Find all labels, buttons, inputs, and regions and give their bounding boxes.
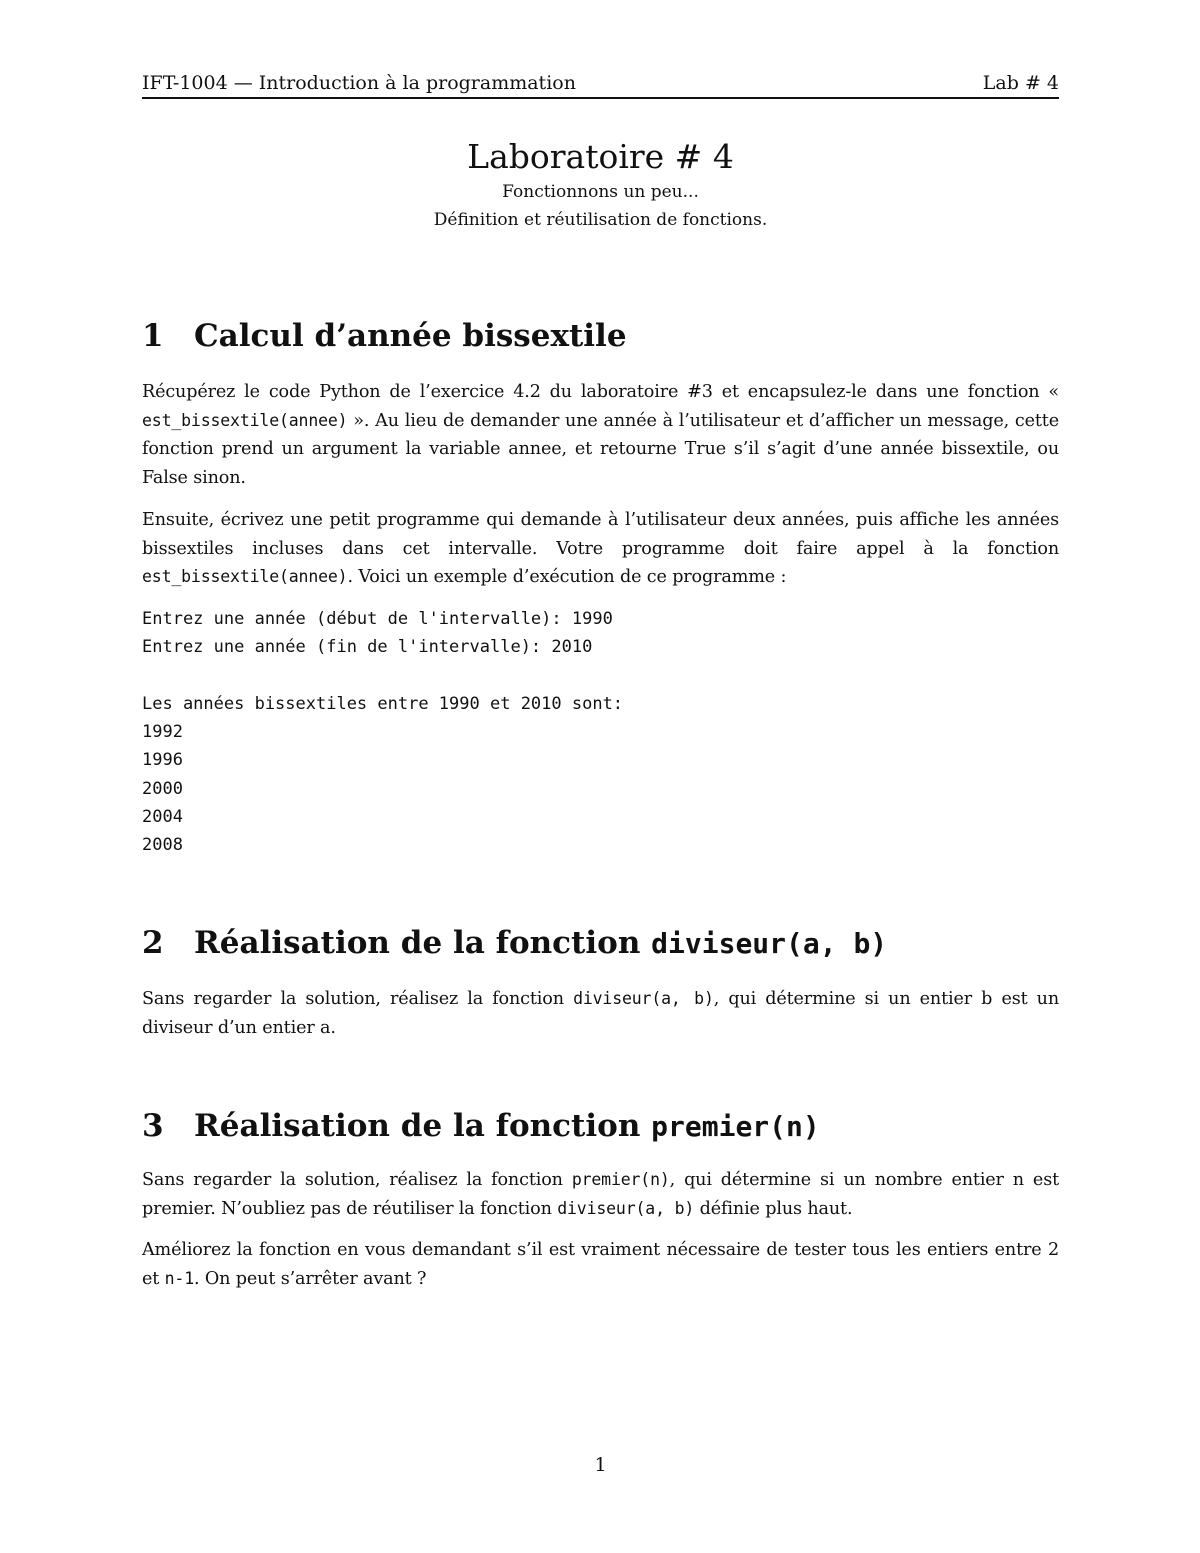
section-title: Calcul d’année bissextile	[194, 318, 627, 354]
section-title: Réalisation de la fonction	[194, 1108, 641, 1144]
paragraph-text: Ensuite, écrivez une petit programme qui demande à l’utilisateur deux années, puis affiche les années bissextiles incluses dans cet intervalle. Votre programme doit faire appel à la fonction	[142, 510, 1059, 559]
paragraph-text: Améliorez la fonction en vous demandant s’il est vraiment nécessaire de tester tous les entiers entre 2 et	[142, 1240, 1059, 1289]
paragraph-text: Sans regarder la solution, réalisez la fonction	[142, 989, 564, 1009]
header-lab: Lab # 4	[982, 72, 1059, 94]
inline-code: est_bissextile(annee)	[142, 567, 348, 587]
inline-code: diviseur(a, b)	[557, 1198, 695, 1218]
paragraph	[142, 985, 1059, 1042]
paragraph	[142, 506, 1059, 592]
example-output	[142, 605, 1059, 860]
paragraph-text: ». Au lieu de demander une année à l’utilisateur et d’afficher un message, cette fonction prend un argument la variable annee, et retourne True s’il s’agit d’une année bissextile, ou False sinon.	[142, 410, 1059, 488]
section-number: 3	[142, 1108, 164, 1144]
inline-code: est_bissextile(annee)	[142, 410, 348, 430]
section-number: 1	[142, 318, 164, 354]
document-title: Laboratoire # 4	[467, 137, 734, 176]
paragraph-text: . Voici un exemple d’exécution de ce programme :	[347, 567, 787, 588]
page-number: 1	[594, 1454, 607, 1476]
example-line: Les années bissextiles entre 1990 et 2010 sont:	[142, 693, 624, 714]
paragraph-text: Sans regarder la solution, réalisez la fonction	[142, 1170, 563, 1190]
document-page	[142, 0, 1059, 1553]
header-rule	[142, 97, 1059, 99]
section-title-code: diviseur(a, b)	[651, 927, 888, 960]
running-header	[142, 70, 1059, 96]
section-heading-3	[142, 1106, 820, 1147]
inline-code: n-1	[164, 1268, 194, 1288]
blank-line	[142, 662, 1059, 690]
paragraph-text: . On peut s’arrêter avant ?	[194, 1268, 427, 1289]
paragraph-text: définie plus haut.	[699, 1198, 853, 1219]
leap-year-item: 1992	[142, 722, 183, 743]
paragraph	[142, 378, 1059, 492]
leap-year-item: 2004	[142, 807, 183, 828]
section-heading-1	[142, 316, 627, 356]
example-line: Entrez une année (début de l'intervalle): 1990	[142, 609, 613, 629]
section-title-code: premier(n)	[651, 1110, 820, 1143]
paragraph	[142, 1236, 1059, 1293]
paragraph-text: , qui détermine si un nombre entier n est premier. N’oubliez pas de réutiliser la fonction	[142, 1170, 1059, 1219]
title-block	[142, 136, 1059, 234]
section-title: Réalisation de la fonction	[194, 925, 641, 961]
inline-code: premier(n)	[571, 1170, 670, 1189]
leap-year-item: 1996	[142, 750, 183, 771]
header-course: IFT-1004 — Introduction à la programmation	[142, 72, 576, 94]
leap-year-item: 2008	[142, 835, 183, 856]
paragraph	[142, 1166, 1059, 1223]
document-subtitle: Fonctionnons un peu...	[502, 182, 699, 202]
example-line: Entrez une année (fin de l'intervalle): 2010	[142, 637, 593, 658]
section-heading-2	[142, 923, 887, 964]
section-number: 2	[142, 925, 164, 961]
leap-year-item: 2000	[142, 778, 183, 799]
paragraph-text: , qui détermine si un entier b est un diviseur d’un entier a.	[142, 989, 1060, 1038]
document-subtitle: Définition et réutilisation de fonctions.	[433, 210, 768, 230]
inline-code: diviseur(a, b)	[573, 989, 714, 1008]
paragraph-text: Récupérez le code Python de l’exercice 4.2 du laboratoire #3 et encapsulez-le dans une fonction «	[142, 382, 1059, 402]
